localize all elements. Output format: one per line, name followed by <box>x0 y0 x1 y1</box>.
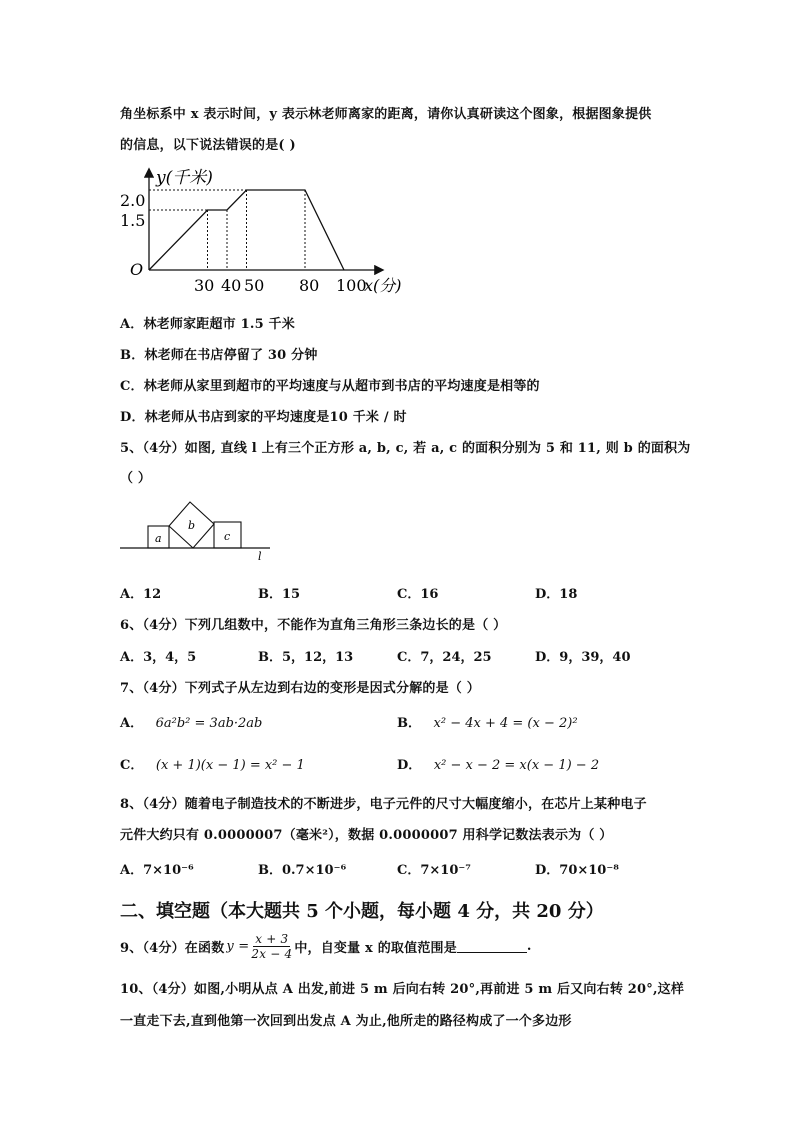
q9-answer-blank[interactable] <box>457 940 527 953</box>
q8-option-d: D．70×10⁻⁸ <box>535 863 619 878</box>
q7-option-c-letter: C． <box>120 758 144 773</box>
q5-stem-line2: （ ） <box>120 471 152 486</box>
q7-option-a <box>120 712 262 731</box>
x-tick-40: 40 <box>221 276 242 295</box>
x-tick-50: 50 <box>244 276 265 295</box>
x-tick-80: 80 <box>299 276 320 295</box>
q10-stem-line2: 一直走下去,直到他第一次回到出发点 A 为止,他所走的路径构成了一个多边形 <box>120 1014 572 1029</box>
q9-numerator: x + 3 <box>255 932 289 946</box>
q7-option-b <box>397 712 578 731</box>
q8-stem-line1: 8、（4分）随着电子制造技术的不断进步，电子元件的尺寸大幅度缩小，在芯片上某种电子 <box>120 797 647 812</box>
y-axis-label: y(千米) <box>156 168 213 188</box>
q4-graph <box>120 158 420 298</box>
q4-option-d: D．林老师从书店到家的平均速度是10 千米 / 时 <box>120 410 407 425</box>
q5-option-d: D．18 <box>535 587 578 602</box>
q6-option-d: D．9，39，40 <box>535 650 631 665</box>
q9-suffix: 中，自变量 x 的取值范围是 <box>294 941 457 956</box>
label-c: c <box>224 530 231 543</box>
q7-option-a-letter: A． <box>120 716 144 731</box>
q7-option-d <box>397 754 599 773</box>
q5-figure <box>118 496 278 564</box>
q6-option-b: B．5，12，13 <box>258 650 354 665</box>
q6-option-c: C．7，24，25 <box>397 650 492 665</box>
origin-label: O <box>130 260 144 279</box>
q4-option-a: A．林老师家距超市 1.5 千米 <box>120 317 295 332</box>
q4-stem-line2: 的信息，以下说法错误的是( ) <box>120 138 296 153</box>
label-l: l <box>258 550 262 563</box>
q4-option-b: B．林老师在书店停留了 30 分钟 <box>120 348 318 363</box>
q9-func-lhs: y = <box>226 939 250 954</box>
q5-option-a: A．12 <box>120 587 162 602</box>
q5-option-b: B．15 <box>258 587 301 602</box>
section-title: 二、填空题（本大题共 5 个小题，每小题 4 分，共 20 分） <box>120 901 604 922</box>
q5-option-c: C．16 <box>397 587 439 602</box>
y-tick-2.0: 2.0 <box>120 191 146 210</box>
q5-stem-line1: 5、（4分）如图, 直线 l 上有三个正方形 a, b, c, 若 a, c 的面积分别为 5 和 11, 则 b 的面积为 <box>120 441 691 456</box>
q7-option-b-letter: B． <box>397 716 421 731</box>
x-axis-label: x(分) <box>364 276 402 295</box>
q4-option-c: C．林老师从家里到超市的平均速度与从超市到书店的平均速度是相等的 <box>120 379 540 394</box>
q8-option-b: B．0.7×10⁻⁶ <box>258 863 347 878</box>
q4-stem-line1: 角坐标系中 x 表示时间，y 表示林老师离家的距离，请你认真研读这个图象，根据图象提供 <box>120 107 652 122</box>
q9-end: . <box>526 939 532 954</box>
q8-stem-line2: 元件大约只有 0.0000007（毫米²），数据 0.0000007 用科学记数法表示为（ ） <box>120 828 613 843</box>
label-a: a <box>155 532 162 545</box>
q10-stem-line1: 10、（4分）如图,小明从点 A 出发,前进 5 m 后向右转 20°,再前进 5 m 后又向右转 20°,这样 <box>120 982 685 997</box>
q7-option-a-expr: 6a²b² = 3ab·2ab <box>155 716 263 731</box>
q7-option-b-expr: x² − 4x + 4 = (x − 2)² <box>433 716 578 731</box>
q8-option-c: C．7×10⁻⁷ <box>397 863 471 878</box>
q9-fraction <box>251 932 292 961</box>
q9-denominator: 2x − 4 <box>251 947 293 961</box>
q8-option-a: A．7×10⁻⁶ <box>120 863 194 878</box>
q6-stem: 6、（4分）下列几组数中，不能作为直角三角形三条边长的是（ ） <box>120 618 507 633</box>
q7-option-c <box>120 754 305 773</box>
label-b: b <box>188 519 196 532</box>
q9-stem <box>120 932 532 961</box>
q7-option-c-expr: (x + 1)(x − 1) = x² − 1 <box>155 758 305 773</box>
x-tick-100: 100 <box>336 276 367 295</box>
q7-option-d-letter: D． <box>397 758 422 773</box>
dashed-guides <box>149 190 305 270</box>
q7-stem: 7、（4分）下列式子从左边到右边的变形是因式分解的是（ ） <box>120 681 480 696</box>
x-tick-30: 30 <box>194 276 215 295</box>
q7-option-d-expr: x² − x − 2 = x(x − 1) − 2 <box>433 758 600 773</box>
y-tick-1.5: 1.5 <box>120 211 146 230</box>
q6-option-a: A．3，4，5 <box>120 650 197 665</box>
q9-prefix: 9、（4分）在函数 <box>120 941 225 956</box>
